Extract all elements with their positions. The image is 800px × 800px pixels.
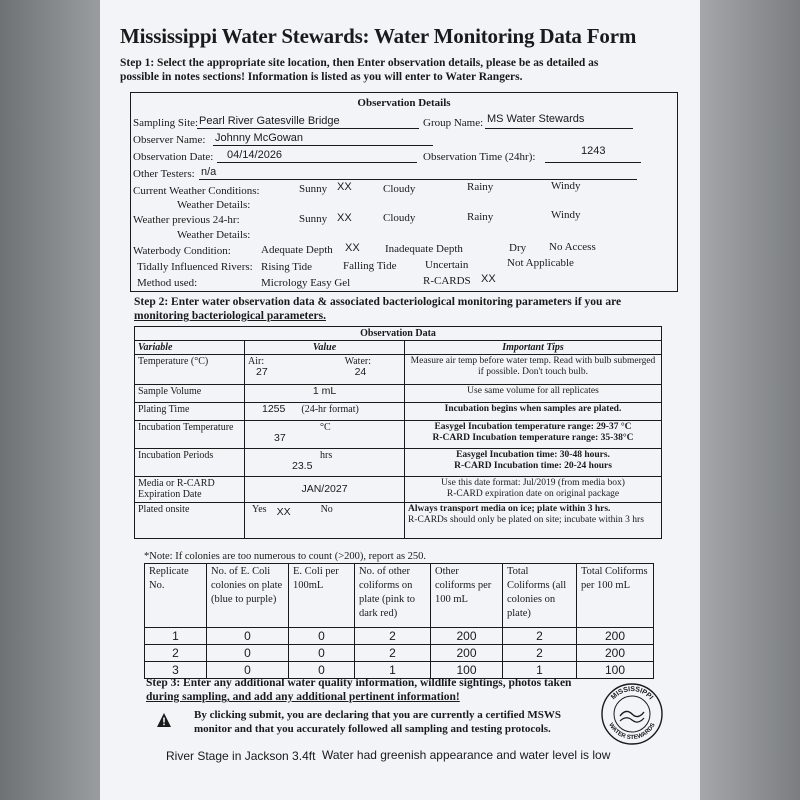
weather-option-sunny[interactable]: Sunny xyxy=(299,183,328,195)
background-left xyxy=(0,0,100,800)
other-coliforms-2[interactable]: 2 xyxy=(355,645,431,662)
plating-time-tip: Incubation begins when samples are plated. xyxy=(405,403,662,421)
other-per-100ml-1[interactable]: 200 xyxy=(431,628,503,645)
plating-time-value[interactable]: 1255 xyxy=(262,403,286,415)
colony-note: *Note: If colonies are too numerous to count (>200), report as 250. xyxy=(144,551,427,562)
tidal-option-falling[interactable]: Falling Tide xyxy=(343,260,397,272)
tidal-option-not-applicable[interactable]: Not Applicable xyxy=(507,257,574,269)
method-option-easygel[interactable]: Micrology Easy Gel xyxy=(261,277,351,289)
water-label: Water: xyxy=(344,356,371,367)
step1-line1: Step 1: Select the appropriate site location, then Enter observation details, please be as detailed as xyxy=(120,57,599,69)
observation-data-table xyxy=(134,326,662,539)
observation-details-box xyxy=(130,92,678,292)
observation-details-header: Observation Details xyxy=(357,97,451,109)
prev-option-windy[interactable]: Windy xyxy=(551,209,581,221)
water-appearance-note[interactable]: Water had greenish appearance and water level is low xyxy=(322,748,611,762)
tidal-option-rising[interactable]: Rising Tide xyxy=(261,261,313,273)
group-name-value[interactable]: MS Water Stewards xyxy=(487,113,585,125)
ecoli-per-100ml-3[interactable]: 0 xyxy=(289,662,355,679)
step2-instructions xyxy=(134,295,621,323)
weather-details-label: Weather Details: xyxy=(177,199,251,211)
tidal-option-uncertain[interactable]: Uncertain xyxy=(425,259,469,271)
current-weather-label: Current Weather Conditions: xyxy=(133,185,260,197)
sample-volume-value[interactable]: 1 mL xyxy=(245,385,405,403)
plated-onsite-cell xyxy=(245,503,405,539)
expiration-date-tip-rcard: R-CARD expiration date on original package xyxy=(446,489,620,499)
incubation-temperature-unit: °C xyxy=(320,422,331,433)
observation-time-value[interactable]: 1243 xyxy=(581,145,606,157)
expiration-date-value[interactable]: JAN/2027 xyxy=(245,477,405,503)
declaration-line2: monitor and that you accurately followed all sampling and testing protocols. xyxy=(194,723,551,735)
warning-icon xyxy=(156,712,172,728)
header-replicate: Replicate No. xyxy=(145,564,207,628)
step1-instructions xyxy=(120,56,598,84)
incubation-periods-label: Incubation Periods xyxy=(135,449,245,477)
header-other-coliforms: No. of other coliforms on plate (pink to dark red) xyxy=(355,564,431,628)
plated-onsite-yes[interactable]: Yes xyxy=(252,504,267,515)
waterbody-option-adequate[interactable]: Adequate Depth xyxy=(261,244,333,256)
total-per-100ml-2[interactable]: 200 xyxy=(577,645,654,662)
incubation-temperature-tip-rcard: R-CARD Incubation temperature range: 35-38°C xyxy=(432,433,634,443)
observer-name-value[interactable]: Johnny McGowan xyxy=(215,132,304,144)
plated-onsite-tip xyxy=(405,503,662,539)
sample-volume-label: Sample Volume xyxy=(135,385,245,403)
ecoli-colonies-1[interactable]: 0 xyxy=(207,628,289,645)
air-value[interactable]: 27 xyxy=(256,366,268,378)
coliform-results-table xyxy=(144,563,654,679)
page-title: Mississippi Water Stewards: Water Monitoring Data Form xyxy=(120,24,637,48)
waterbody-option-dry[interactable]: Dry xyxy=(509,242,527,254)
ecoli-per-100ml-1[interactable]: 0 xyxy=(289,628,355,645)
expiration-date-tip xyxy=(405,477,662,503)
waterbody-condition-label: Waterbody Condition: xyxy=(133,245,231,257)
temperature-tip: Measure air temp before water temp. Read with bulb submerged if possible. Don't touch bulb. xyxy=(405,355,662,385)
waterbody-option-no-access[interactable]: No Access xyxy=(549,241,596,253)
observation-date-value[interactable]: 04/14/2026 xyxy=(227,149,283,161)
col-important-tips: Important Tips xyxy=(405,341,662,355)
method-option-rcards[interactable]: R-CARDS xyxy=(423,275,471,287)
prev-option-cloudy[interactable]: Cloudy xyxy=(383,212,416,224)
plated-onsite-tip-rcard: R-CARDs should only be plated on site; incubate within 3 hrs xyxy=(408,515,644,525)
observation-time-label: Observation Time (24hr): xyxy=(423,151,536,163)
replicate-2: 2 xyxy=(145,645,207,662)
step2-line1: Step 2: Enter water observation data & associated bacteriological monitoring parameters if you are xyxy=(134,296,622,308)
prev-option-sunny[interactable]: Sunny xyxy=(299,213,328,225)
waterbody-option-inadequate[interactable]: Inadequate Depth xyxy=(385,243,463,255)
col-variable: Variable xyxy=(135,341,245,355)
sampling-site-value[interactable]: Pearl River Gatesville Bridge xyxy=(199,115,340,127)
incubation-periods-unit: hrs xyxy=(320,450,333,461)
step1-line2: possible in notes sections! Information is listed as you will enter to Water Rangers. xyxy=(120,71,523,83)
total-coliforms-2[interactable]: 2 xyxy=(503,645,577,662)
plated-onsite-no[interactable]: No xyxy=(320,504,333,515)
header-ecoli-per-100ml: E. Coli per 100mL xyxy=(289,564,355,628)
prev-option-rainy[interactable]: Rainy xyxy=(467,211,494,223)
prev-weather-mark: XX xyxy=(337,212,352,224)
declaration xyxy=(194,708,561,736)
incubation-periods-cell xyxy=(245,449,405,477)
incubation-periods-tip-easygel: Easygel Incubation time: 30-48 hours. xyxy=(456,450,610,460)
step3-instructions xyxy=(146,676,571,704)
incubation-periods-tip xyxy=(405,449,662,477)
table-row xyxy=(145,645,654,662)
sampling-site-label: Sampling Site: xyxy=(133,117,199,129)
total-per-100ml-1[interactable]: 200 xyxy=(577,628,654,645)
background-right xyxy=(700,0,800,800)
sample-volume-tip: Use same volume for all replicates xyxy=(405,385,662,403)
plating-time-label: Plating Time xyxy=(135,403,245,421)
header-total-per-100ml: Total Coliforms per 100 mL xyxy=(577,564,654,628)
step3-line1: Step 3: Enter any additional water quality information, wildlife sightings, photos taken xyxy=(146,677,572,689)
air-label: Air: xyxy=(248,356,265,367)
river-stage-note[interactable]: River Stage in Jackson 3.4ft xyxy=(166,749,316,763)
other-per-100ml-2[interactable]: 200 xyxy=(431,645,503,662)
incubation-periods-value[interactable]: 23.5 xyxy=(292,460,313,472)
total-coliforms-3[interactable]: 1 xyxy=(503,662,577,679)
previous-weather-label: Weather previous 24-hr: xyxy=(133,214,240,226)
replicate-1: 1 xyxy=(145,628,207,645)
group-name-label: Group Name: xyxy=(423,117,484,129)
prev-weather-details-label: Weather Details: xyxy=(177,229,251,241)
temperature-value-cell xyxy=(245,355,405,385)
waterbody-mark: XX xyxy=(345,242,360,254)
data-form-sheet xyxy=(100,0,700,800)
header-ecoli-colonies: No. of E. Coli colonies on plate (blue to purple) xyxy=(207,564,289,628)
plating-time-cell xyxy=(245,403,405,421)
weather-option-windy[interactable]: Windy xyxy=(551,180,581,192)
plated-onsite-mark: XX xyxy=(276,506,291,518)
plated-onsite-label: Plated onsite xyxy=(135,503,245,539)
plated-onsite-tip-transport: Always transport media on ice; plate within 3 hrs. xyxy=(408,504,611,514)
observer-name-label: Observer Name: xyxy=(133,134,206,146)
incubation-temperature-tip xyxy=(405,421,662,449)
temperature-label: Temperature (°C) xyxy=(135,355,245,385)
header-other-per-100ml: Other coliforms per 100 mL xyxy=(431,564,503,628)
observation-date-label: Observation Date: xyxy=(133,151,214,163)
declaration-line1: By clicking submit, you are declaring that you are currently a certified MSWS xyxy=(194,709,561,721)
ecoli-colonies-3[interactable]: 0 xyxy=(207,662,289,679)
incubation-temperature-cell xyxy=(245,421,405,449)
other-testers-label: Other Testers: xyxy=(133,168,195,180)
other-coliforms-1[interactable]: 2 xyxy=(355,628,431,645)
replicate-3: 3 xyxy=(145,662,207,679)
incubation-temperature-label: Incubation Temperature xyxy=(135,421,245,449)
ecoli-colonies-2[interactable]: 0 xyxy=(207,645,289,662)
mississippi-water-stewards-seal xyxy=(600,682,664,746)
seal-bottom-text: WATER STEWARDS xyxy=(607,722,657,742)
step2-line2: monitoring bacteriological parameters. xyxy=(134,310,326,322)
method-used-label: Method used: xyxy=(137,277,198,289)
other-testers-line xyxy=(199,168,637,180)
other-testers-value[interactable]: n/a xyxy=(201,166,217,178)
water-value[interactable]: 24 xyxy=(354,366,367,378)
method-mark: XX xyxy=(481,273,496,285)
total-coliforms-1[interactable]: 2 xyxy=(503,628,577,645)
observation-data-header: Observation Data xyxy=(135,327,662,341)
plating-time-format: (24-hr format) xyxy=(301,404,359,415)
incubation-temperature-value[interactable]: 37 xyxy=(274,432,286,444)
expiration-date-tip-format: Use this date format: Jul/2019 (from media box) xyxy=(441,478,625,488)
other-coliforms-3[interactable]: 1 xyxy=(355,662,431,679)
col-value: Value xyxy=(245,341,405,355)
incubation-temperature-tip-easygel: Easygel Incubation temperature range: 29-37 °C xyxy=(434,422,632,432)
weather-option-rainy[interactable]: Rainy xyxy=(467,181,494,193)
other-per-100ml-3[interactable]: 100 xyxy=(431,662,503,679)
table-row xyxy=(145,628,654,645)
step3-line2: during sampling, and add any additional pertinent information! xyxy=(146,691,460,703)
tidal-label: Tidally Influenced Rivers: xyxy=(137,261,253,273)
weather-mark: XX xyxy=(337,181,352,193)
seal-top-text: MISSISSIPPI xyxy=(610,685,655,702)
ecoli-per-100ml-2[interactable]: 0 xyxy=(289,645,355,662)
weather-option-cloudy[interactable]: Cloudy xyxy=(383,183,416,195)
total-per-100ml-3[interactable]: 100 xyxy=(577,662,654,679)
incubation-periods-tip-rcard: R-CARD Incubation time: 20-24 hours xyxy=(454,461,612,471)
header-total-coliforms: Total Coliforms (all colonies on plate) xyxy=(503,564,577,628)
expiration-date-label: Media or R-CARD Expiration Date xyxy=(135,477,245,503)
